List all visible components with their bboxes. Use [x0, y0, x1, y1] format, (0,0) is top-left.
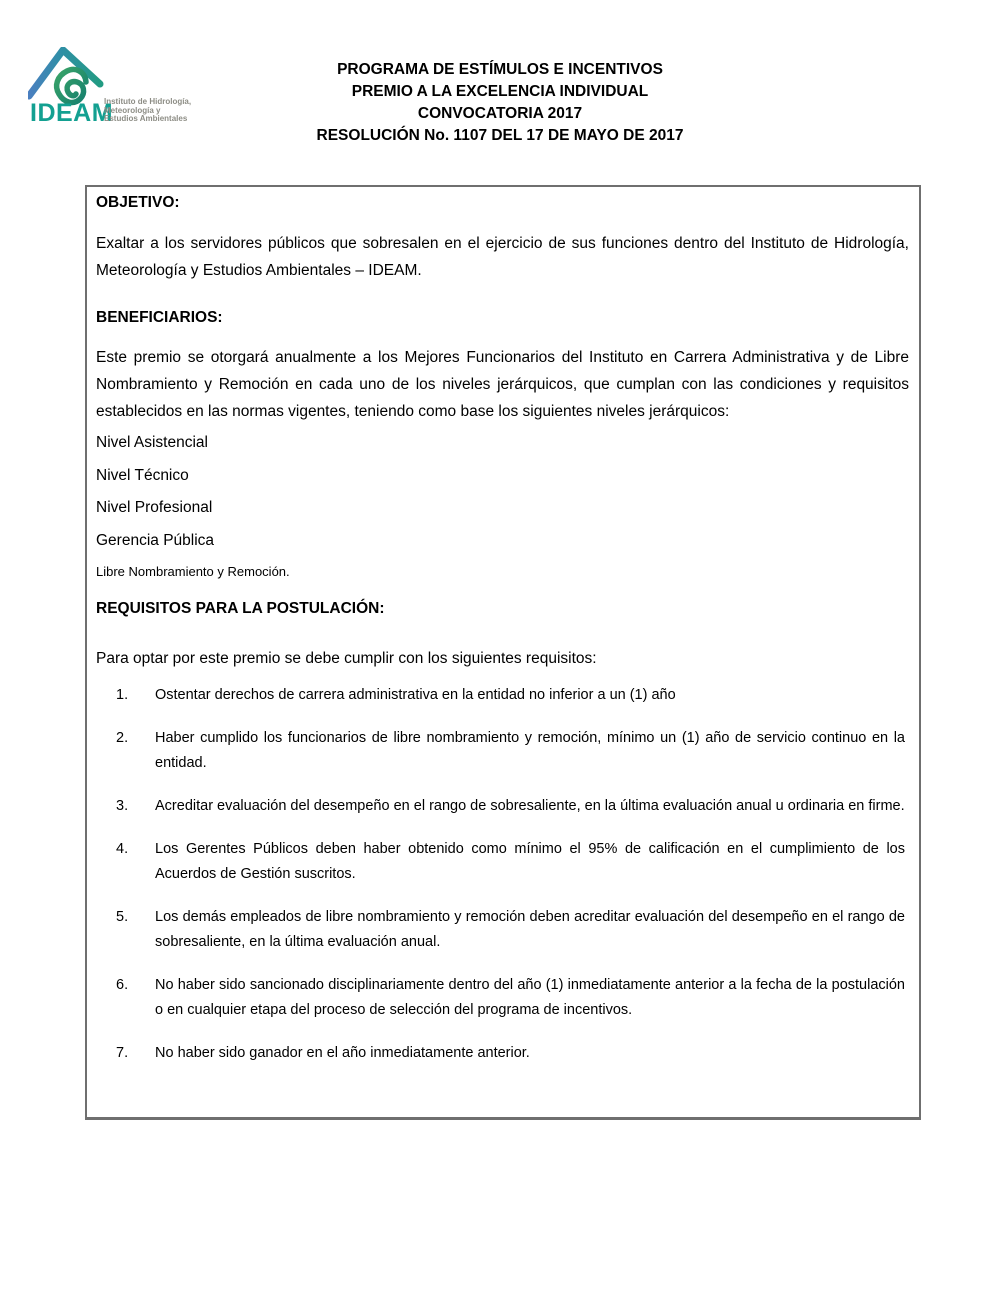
requisito-text: No haber sido ganador en el año inmediatamente anterior. [155, 1045, 530, 1061]
requisito-text: Los Gerentes Públicos deben haber obtenido como mínimo el 95% de calificación en el cumplimiento de los Acuerdos de Gestión suscritos. [155, 841, 905, 882]
beneficiarios-paragraph: Este premio se otorgará anualmente a los Mejores Funcionarios del Instituto en Carrera Administrativa y de Libre Nombramiento y Remoción en cada uno de los niveles jerárquicos, que cumplan con las condiciones y requisitos establecidos en las normas vigentes, teniendo como base los siguientes niveles jerárquicos: [96, 349, 909, 420]
requisito-item [96, 837, 909, 887]
title-line-premio: PREMIO A LA EXCELENCIA INDIVIDUAL [351, 83, 649, 100]
logo-subtitle-line1: Instituto de Hidrología, [104, 97, 192, 106]
nivel-profesional: Nivel Profesional [96, 499, 213, 516]
nivel-gerencia: Gerencia Pública [96, 531, 215, 549]
requisitos-intro: Para optar por este premio se debe cumplir con los siguientes requisitos: [96, 650, 597, 667]
nivel-tecnico: Nivel Técnico [96, 466, 189, 484]
logo-acronym-text: IDEAM [30, 99, 114, 127]
requisito-text: Los demás empleados de libre nombramiento y remoción deben acreditar evaluación del desempeño en el rango de sobresaliente, en la última evaluación anual. [155, 909, 905, 950]
title-line-resolucion: RESOLUCIÓN No. 1107 DEL 17 DE MAYO DE 2017 [316, 127, 684, 144]
title-line-convocatoria: CONVOCATORIA 2017 [417, 105, 583, 122]
requisitos-heading: REQUISITOS PARA LA POSTULACIÓN: [96, 600, 385, 617]
objetivo-paragraph: Exaltar a los servidores públicos que sobresalen en el ejercicio de sus funciones dentro del Instituto de Hidrología, Meteorología y Estudios Ambientales – IDEAM. [96, 235, 909, 279]
requisito-number: 1. [116, 687, 129, 703]
requisito-text: No haber sido sancionado disciplinariamente dentro del año (1) inmediatamente anterior a la fecha de la postulación o en cualquier etapa del proceso de selección del programa de incentivos. [155, 977, 905, 1018]
requisito-number: 3. [116, 798, 129, 814]
requisito-item [96, 905, 909, 955]
nivel-libre-nombramiento-nota: Libre Nombramiento y Remoción. [96, 564, 290, 579]
beneficiarios-heading: BENEFICIARIOS: [96, 309, 223, 326]
objetivo-heading: OBJETIVO: [96, 194, 180, 211]
requisito-item [96, 1041, 909, 1066]
title-line-programa: PROGRAMA DE ESTÍMULOS E INCENTIVOS [337, 61, 663, 78]
requisito-number: 5. [116, 909, 129, 925]
requisito-text: Ostentar derechos de carrera administrativa en la entidad no inferior a un (1) año [155, 687, 676, 703]
requisito-item [96, 683, 909, 708]
requisito-item [96, 794, 909, 819]
logo-subtitle-line3: Estudios Ambientales [104, 114, 188, 124]
requisito-number: 2. [116, 730, 129, 746]
document-title-block [0, 59, 1000, 147]
requisito-text: Acreditar evaluación del desempeño en el rango de sobresaliente, en la última evaluación anual u ordinaria en firme. [155, 798, 905, 814]
nivel-asistencial: Nivel Asistencial [96, 434, 208, 451]
requisito-item [96, 726, 909, 776]
requisito-number: 4. [116, 841, 129, 857]
document-content-box [85, 185, 921, 1120]
requisito-item [96, 973, 909, 1023]
requisito-number: 7. [116, 1045, 129, 1061]
requisito-text: Haber cumplido los funcionarios de libre nombramiento y remoción, mínimo un (1) año de servicio continuo en la entidad. [155, 730, 905, 771]
requisitos-list [96, 683, 909, 1066]
requisito-number: 6. [116, 977, 129, 993]
niveles-list [96, 427, 909, 587]
logo-subtitle-line2: Meteorología y [104, 105, 161, 115]
